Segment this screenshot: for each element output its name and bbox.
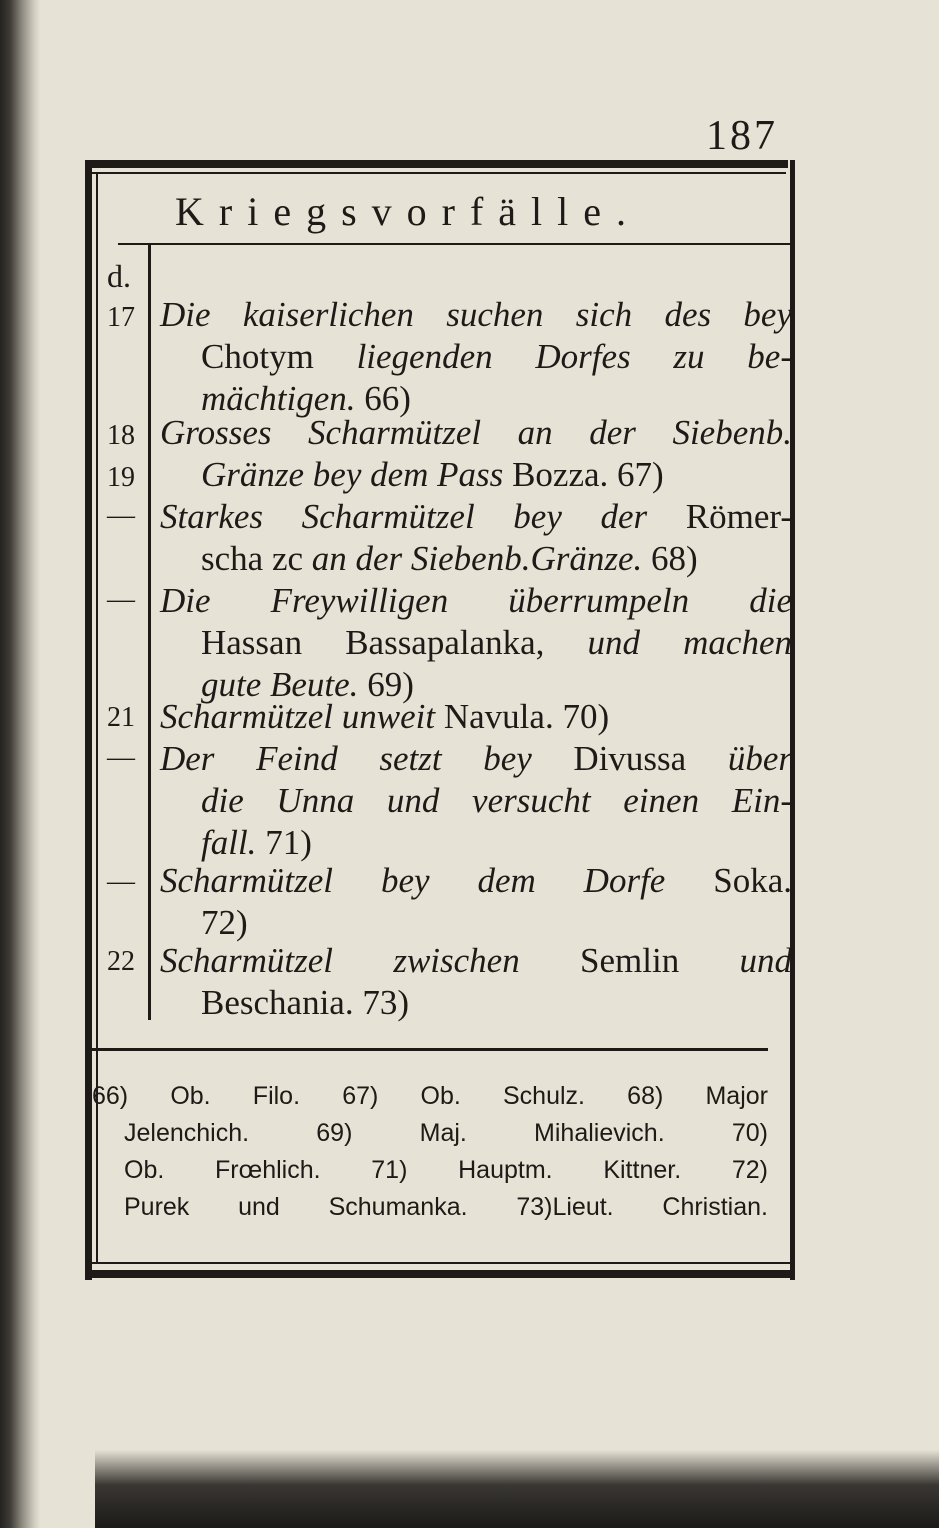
footnote-line: 66) Ob. Filo. 67) Ob. Schulz. 68) Major xyxy=(92,1082,768,1110)
text-segment: an der Siebenb.Gränze. xyxy=(311,539,652,578)
bottom-edge-shadow xyxy=(95,1450,939,1528)
text-segment: Divussa xyxy=(573,739,728,778)
text-segment: 72) xyxy=(201,903,248,942)
text-segment: Hassan Bassapalanka, xyxy=(201,623,588,662)
footnote-line: Ob. Frœhlich. 71) Hauptm. Kittner. 72) xyxy=(124,1156,768,1184)
text-segment: mächtigen. xyxy=(201,379,365,418)
text-segment: 71) xyxy=(265,823,312,862)
text-segment: 66) xyxy=(364,379,411,418)
text-segment: Gränze bey dem Pass xyxy=(201,455,513,494)
text-segment: Chotym xyxy=(201,337,357,376)
entry-line xyxy=(160,538,792,580)
text-segment: Die Freywilligen überrumpeln die xyxy=(160,581,792,620)
frame-top-thin-rule xyxy=(92,172,786,174)
entry-line xyxy=(160,902,792,944)
entry-date: — xyxy=(107,742,135,773)
footnote-line: Purek und Schumanka. 73)Lieut. Christian. xyxy=(124,1193,768,1221)
entry-date: 21 xyxy=(107,702,135,733)
text-segment: die Unna und versucht einen Ein- xyxy=(201,781,792,820)
entry-line xyxy=(160,860,792,902)
entry-line xyxy=(160,822,792,864)
war-event-entry xyxy=(160,412,792,496)
text-segment: Starkes Scharmützel bey der xyxy=(160,497,686,536)
entry-line xyxy=(160,622,792,664)
entry-line xyxy=(160,294,792,336)
entry-line xyxy=(160,336,792,378)
frame-bottom-rule xyxy=(88,1270,795,1278)
text-segment: über xyxy=(727,739,792,778)
text-segment: Soka. xyxy=(713,861,792,900)
war-event-entry xyxy=(160,738,792,864)
text-segment: liegenden Dorfes zu be- xyxy=(356,337,792,376)
text-segment: Grosses Scharmützel an der Siebenb. xyxy=(160,413,792,452)
book-gutter-shadow xyxy=(0,0,40,1528)
running-title: Kriegsvorfälle. xyxy=(175,189,642,234)
war-event-entry xyxy=(160,860,792,944)
text-segment: Semlin xyxy=(580,941,740,980)
entry-line xyxy=(160,780,792,822)
frame-top-rule xyxy=(88,160,788,168)
date-column-divider xyxy=(148,245,151,1020)
entry-date: 18 xyxy=(107,420,135,451)
entry-date: — xyxy=(107,500,135,531)
text-segment: Der Feind setzt bey xyxy=(160,739,574,778)
frame-bottom-thin-rule xyxy=(92,1262,790,1264)
text-segment: und xyxy=(739,941,792,980)
text-segment: Scharmützel zwischen xyxy=(160,941,581,980)
war-event-entry xyxy=(160,580,792,706)
footnote-line: Jelenchich. 69) Maj. Mihalievich. 70) xyxy=(124,1119,768,1147)
text-segment: scha zc xyxy=(201,539,312,578)
entry-line xyxy=(160,496,792,538)
text-segment: Scharmützel bey dem Dorfe xyxy=(160,861,714,900)
text-segment: 68) xyxy=(651,539,698,578)
text-segment: Bozza. 67) xyxy=(512,455,664,494)
text-segment: fall. xyxy=(201,823,266,862)
text-segment: Navula. 70) xyxy=(443,697,610,736)
entry-date: 22 xyxy=(107,946,135,977)
war-event-entry xyxy=(160,294,792,420)
title-rule xyxy=(118,243,790,245)
entry-line xyxy=(160,580,792,622)
entry-line xyxy=(160,454,792,496)
footnote-separator xyxy=(92,1048,768,1051)
frame-left-rule xyxy=(85,160,92,1280)
entry-date: — xyxy=(107,584,135,615)
page-number: 187 xyxy=(706,113,778,159)
entry-date: — xyxy=(107,866,135,897)
day-column-header: d. xyxy=(107,258,131,294)
entry-line xyxy=(160,940,792,982)
text-segment: und machen xyxy=(587,623,792,662)
war-event-entry xyxy=(160,496,792,580)
entry-line xyxy=(160,412,792,454)
text-segment: Scharmützel unweit xyxy=(160,697,444,736)
text-segment: Römer- xyxy=(685,497,792,536)
war-event-entry xyxy=(160,696,792,738)
entry-date: 17 xyxy=(107,302,135,333)
text-segment: Die kaiserlichen suchen sich des bey xyxy=(160,295,792,334)
text-segment: 69) xyxy=(367,665,414,704)
entry-line xyxy=(160,696,792,738)
text-segment: Beschania. 73) xyxy=(201,983,409,1022)
entry-line xyxy=(160,982,792,1024)
entry-line xyxy=(160,738,792,780)
entry-date: 19 xyxy=(107,462,135,493)
footnotes xyxy=(92,1078,768,1226)
war-event-entry xyxy=(160,940,792,1024)
text-segment: gute Beute. xyxy=(201,665,368,704)
